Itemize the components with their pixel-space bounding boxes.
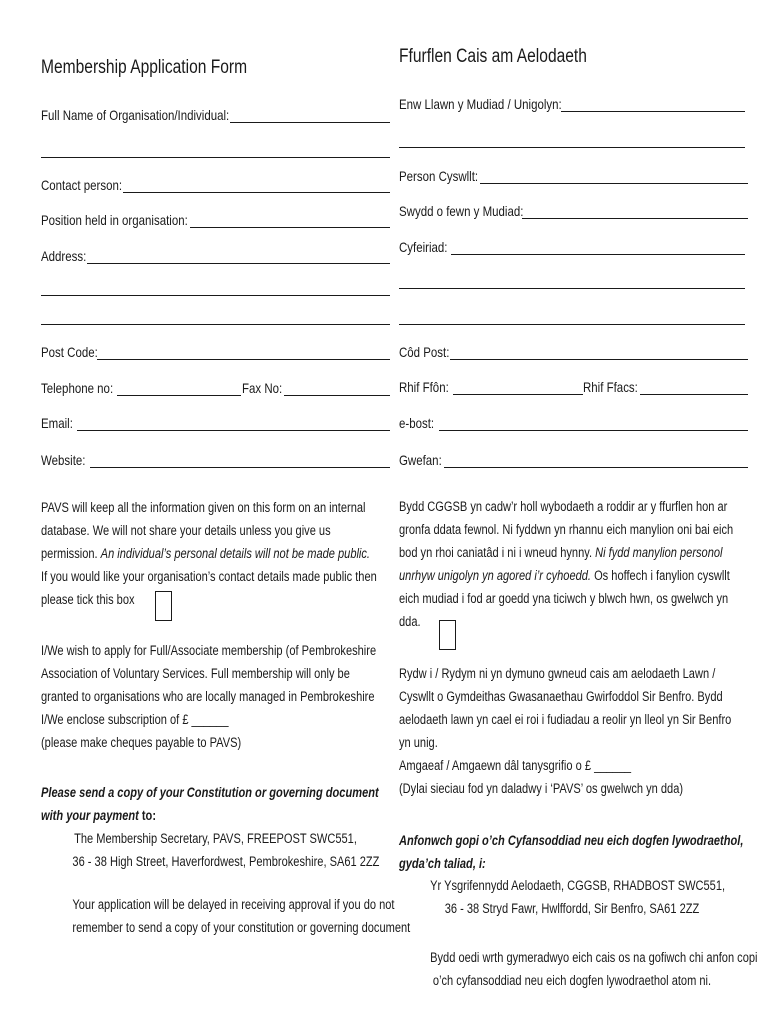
privacy-text-en: PAVS will keep all the information given on this form on an internal database. We will not share your details unless you give us permission. An individual’s personal details will not be made public. If you would like your organisation’s contact details made public then please tick this box [41,500,377,607]
website-label-cy: Gwefan: [399,452,442,468]
fax-field-en[interactable] [284,395,390,396]
contact-field-en[interactable] [123,192,390,193]
delay-text-cy: Bydd oedi wrth gymeradwyo eich cais os na gofiwch chi anfon copi o’ch cyfansoddiad neu eich dogfen lywodraethol atom ni. [430,950,758,988]
title-cy: Ffurflen Cais am Aelodaeth [399,46,587,67]
address-field-cy[interactable] [451,254,745,255]
postcode-label-cy: Côd Post: [399,344,450,360]
title-en: Membership Application Form [41,57,248,78]
telephone-label-en: Telephone no: [41,380,114,396]
org-name-label-cy: Enw Llawn y Mudiad / Unigolyn: [399,96,562,112]
postcode-label-en: Post Code: [41,344,98,360]
email-field-cy[interactable] [439,430,748,431]
postcode-field-en[interactable] [97,359,390,360]
send-address-en: The Membership Secretary, PAVS, FREEPOST SWC551, 36 - 38 High Street, Haverfordwest, Pembrokeshire, SA61 2ZZ [72,831,380,869]
address-field-en-3[interactable] [41,324,390,325]
address-label-cy: Cyfeiriad: [399,239,448,255]
privacy-text-cy: Bydd CGGSB yn cadw’r holl wybodaeth a roddir ar y ffurflen hon ar gronfa ddata fewnol. Ni fyddwn yn rhannu eich manylion oni bai eich bod yn rhoi caniatâd i ni i wneud hynny. Ni fydd manylion personol unrhyw unigolyn yn agored i’r cyhoedd. Os hoffech i fanylion cyswllt eich mudiad i fod ar goedd yna ticiwch y blwch hwn, os gwelwch yn dda. [399,499,734,629]
contact-label-en: Contact person: [41,177,123,193]
address-field-en[interactable] [87,263,390,264]
website-field-en[interactable] [90,467,390,468]
postcode-field-cy[interactable] [450,359,748,360]
tick-box-cy[interactable] [439,620,456,650]
telephone-field-en[interactable] [117,395,241,396]
position-label-cy: Swydd o fewn y Mudiad: [399,203,524,219]
position-field-en[interactable] [190,227,390,228]
contact-field-cy[interactable] [480,183,748,184]
email-label-cy: e-bost: [399,415,435,431]
fax-field-cy[interactable] [640,394,748,395]
org-name-field-cy[interactable] [561,111,745,112]
send-address-cy: Yr Ysgrifennydd Aelodaeth, CGGSB, RHADBOST SWC551, 36 - 38 Stryd Fawr, Hwlffordd, Sir Benfro, SA61 2ZZ [430,878,726,916]
membership-text-cy: Rydw i / Rydym ni yn dymuno gwneud cais am aelodaeth Lawn / Cyswllt o Gymdeithas Gwasanaethau Gwirfoddol Sir Benfro. Bydd aelodaeth lawn yn cael ei roi i fudiadau a reolir yn lleol yn Sir Benfro yn unig. Amgaeaf / Amgaewn dâl tanysgrifio o £ ______ (Dylai sieciau fod yn daladwy i ‘PAVS’ os gwelwch yn dda) [399,666,732,796]
address-field-en-2[interactable] [41,295,390,296]
send-text-cy: Anfonwch gopi o’ch Cyfansoddiad neu eich dogfen lywodraethol, gyda’ch taliad, i: [399,833,744,871]
telephone-field-cy[interactable] [453,394,583,395]
fax-label-en: Fax No: [242,380,283,396]
org-name-field-en[interactable] [230,122,390,123]
address-label-en: Address: [41,248,87,264]
telephone-label-cy: Rhif Ffôn: [399,379,449,395]
position-label-en: Position held in organisation: [41,212,188,228]
fax-label-cy: Rhif Ffacs: [583,379,638,395]
website-field-cy[interactable] [444,467,748,468]
email-field-en[interactable] [77,430,390,431]
contact-label-cy: Person Cyswllt: [399,168,479,184]
org-name-field-en-2[interactable] [41,157,390,158]
email-label-en: Email: [41,415,73,431]
position-field-cy[interactable] [522,218,748,219]
org-name-field-cy-2[interactable] [399,147,745,148]
address-field-cy-3[interactable] [399,324,745,325]
membership-text-en: I/We wish to apply for Full/Associate membership (of Pembrokeshire Association of Voluntary Services. Full membership will only be granted to organisations who are locally managed in Pembrokeshire I/We enclose subscription of £ ______ (please make cheques payable to PAVS) [41,643,377,750]
delay-text-en: Your application will be delayed in receiving approval if you do not remember to send a copy of your constitution or governing document [72,897,411,935]
org-name-label-en: Full Name of Organisation/Individual: [41,107,230,123]
tick-box-en[interactable] [155,591,172,621]
send-text-en: Please send a copy of your Constitution or governing document with your payment to: [41,785,379,823]
address-field-cy-2[interactable] [399,288,745,289]
website-label-en: Website: [41,452,86,468]
